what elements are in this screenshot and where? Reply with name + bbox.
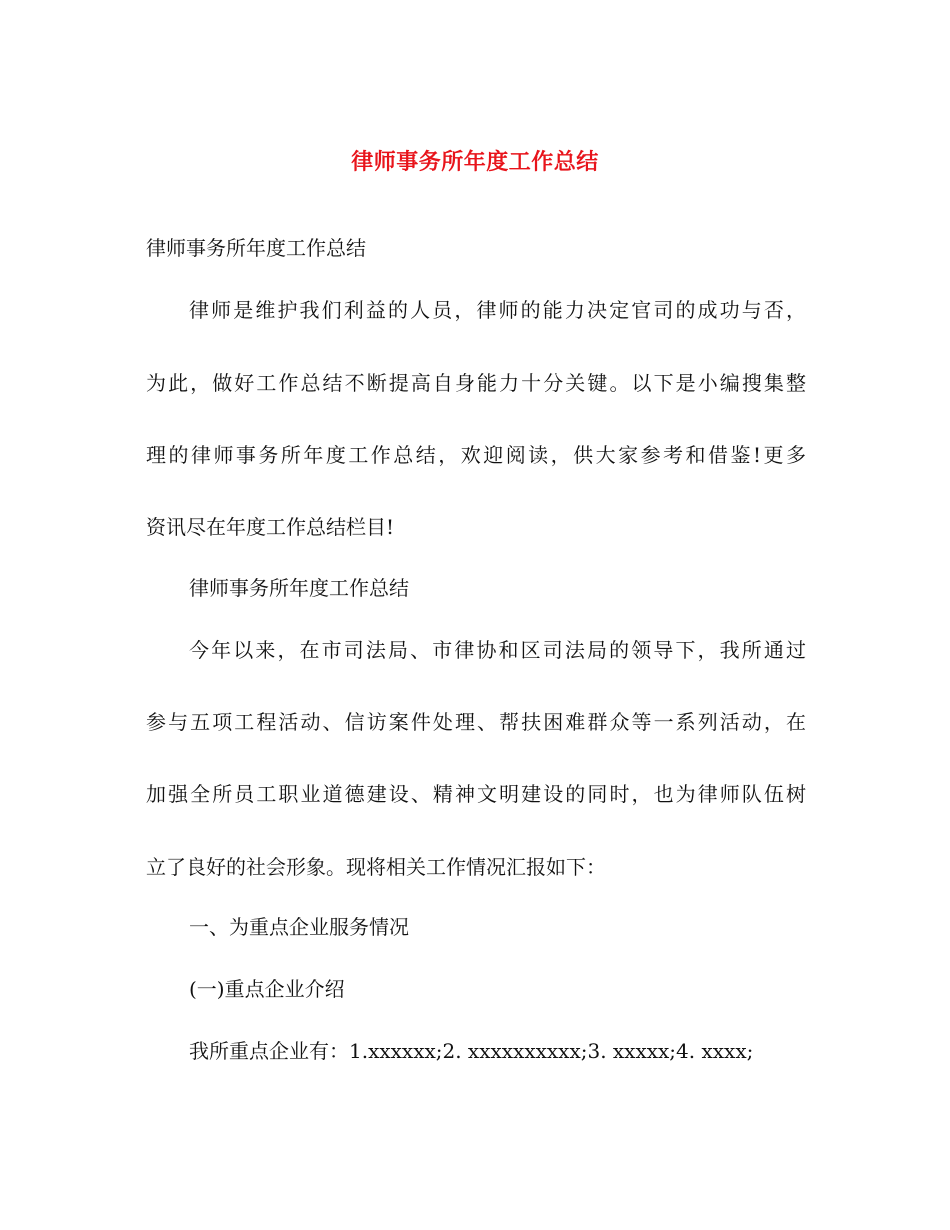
paragraph-line: 今年以来，在市司法局、市律协和区司法局的领导下，我所通过 [189,638,806,662]
subtitle-line: 律师事务所年度工作总结 [146,236,366,260]
paragraph-line: 参与五项工程活动、信访案件处理、帮扶困难群众等一系列活动，在 [146,710,806,734]
paragraph-line: 我所重点企业有：1.xxxxxx;2. xxxxxxxxxx;3. xxxxx;4. xxxx; [189,1039,754,1063]
section-heading: 律师事务所年度工作总结 [189,576,409,600]
paragraph-line: 资讯尽在年度工作总结栏目! [146,515,395,539]
paragraph-line: 加强全所员工职业道德建设、精神文明建设的同时，也为律师队伍树 [146,782,806,806]
paragraph-line: 律师是维护我们利益的人员，律师的能力决定官司的成功与否， [189,298,806,322]
paragraph-line: 为此，做好工作总结不断提高自身能力十分关键。以下是小编搜集整 [146,371,806,395]
section-heading: 一、为重点企业服务情况 [189,915,409,939]
subsection-heading: (一)重点企业介绍 [189,977,345,1001]
document-title: 律师事务所年度工作总结 [351,150,599,175]
paragraph-line: 立了良好的社会形象。现将相关工作情况汇报如下： [146,855,606,879]
paragraph-line: 理的律师事务所年度工作总结，欢迎阅读，供大家参考和借鉴!更多 [146,443,806,467]
